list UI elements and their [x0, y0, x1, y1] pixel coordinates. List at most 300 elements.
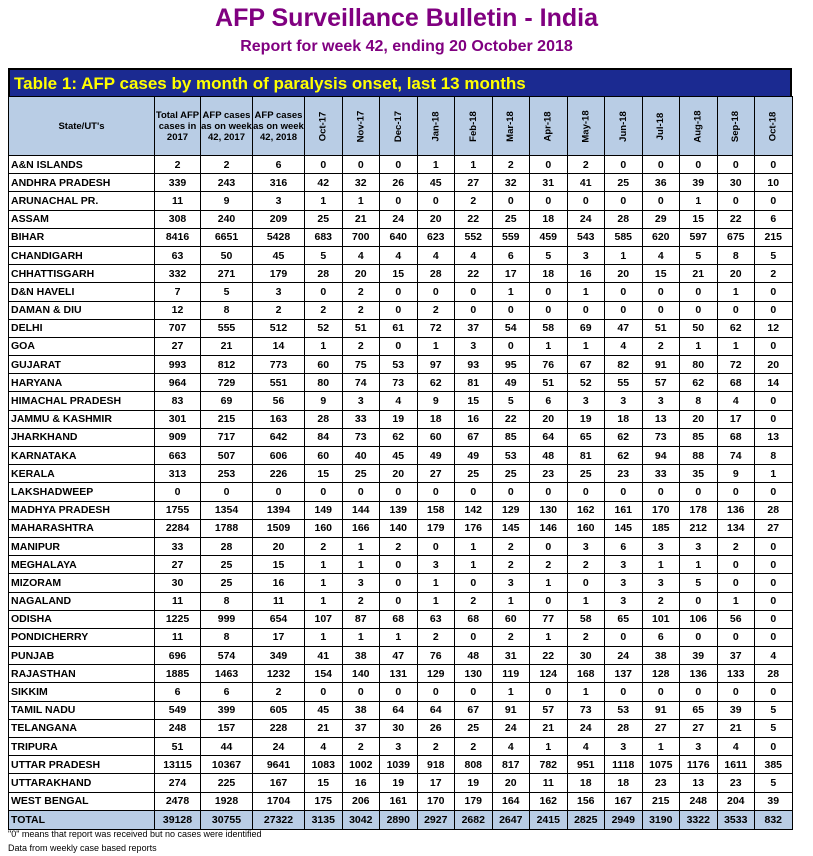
- value-cell: 24: [380, 210, 418, 228]
- value-cell: 832: [755, 810, 793, 829]
- header-month: [755, 97, 793, 156]
- value-cell: 6: [755, 210, 793, 228]
- value-cell: 2: [492, 556, 530, 574]
- value-cell: 999: [201, 610, 253, 628]
- value-cell: 0: [717, 683, 755, 701]
- state-name-cell: PONDICHERRY: [9, 628, 155, 646]
- value-cell: 33: [342, 410, 380, 428]
- value-cell: 67: [455, 428, 493, 446]
- value-cell: 1083: [305, 756, 343, 774]
- value-cell: 3: [605, 574, 643, 592]
- value-cell: 154: [305, 665, 343, 683]
- table-caption: Table 1: AFP cases by month of paralysis onset, last 13 months: [8, 68, 792, 96]
- value-cell: 15: [455, 392, 493, 410]
- value-cell: 82: [605, 356, 643, 374]
- value-cell: 124: [530, 665, 568, 683]
- value-cell: 4: [455, 246, 493, 264]
- state-name-cell: ANDHRA PRADESH: [9, 174, 155, 192]
- value-cell: 3: [605, 738, 643, 756]
- state-name-cell: ARUNACHAL PR.: [9, 192, 155, 210]
- state-name-cell: GOA: [9, 337, 155, 355]
- value-cell: 0: [530, 192, 568, 210]
- value-cell: 0: [755, 192, 793, 210]
- value-cell: 14: [253, 337, 305, 355]
- value-cell: 69: [201, 392, 253, 410]
- value-cell: 61: [380, 319, 418, 337]
- value-cell: 1: [417, 592, 455, 610]
- value-cell: 18: [417, 410, 455, 428]
- table-row: [9, 501, 793, 519]
- value-cell: 129: [492, 501, 530, 519]
- value-cell: 23: [605, 465, 643, 483]
- value-cell: 274: [155, 774, 201, 792]
- value-cell: 585: [605, 228, 643, 246]
- value-cell: 60: [305, 447, 343, 465]
- value-cell: 18: [605, 774, 643, 792]
- value-cell: 27: [755, 519, 793, 537]
- value-cell: 1: [717, 337, 755, 355]
- value-cell: 1: [567, 337, 605, 355]
- value-cell: 2: [492, 537, 530, 555]
- value-cell: 707: [155, 319, 201, 337]
- value-cell: 0: [680, 683, 718, 701]
- value-cell: 30: [155, 574, 201, 592]
- value-cell: 0: [380, 556, 418, 574]
- value-cell: 0: [755, 556, 793, 574]
- value-cell: 2: [455, 738, 493, 756]
- value-cell: 45: [417, 174, 455, 192]
- value-cell: 0: [380, 683, 418, 701]
- value-cell: 6: [530, 392, 568, 410]
- value-cell: 162: [567, 501, 605, 519]
- value-cell: 51: [155, 738, 201, 756]
- table-row: [9, 519, 793, 537]
- value-cell: 15: [305, 465, 343, 483]
- value-cell: 4: [605, 337, 643, 355]
- value-cell: 31: [492, 647, 530, 665]
- value-cell: 2: [717, 537, 755, 555]
- value-cell: 7: [155, 283, 201, 301]
- value-cell: 22: [455, 210, 493, 228]
- table-row: [9, 483, 793, 501]
- table-row: [9, 537, 793, 555]
- value-cell: 20: [680, 410, 718, 428]
- value-cell: 85: [680, 428, 718, 446]
- value-cell: 20: [492, 774, 530, 792]
- value-cell: 0: [417, 192, 455, 210]
- state-name-cell: MANIPUR: [9, 537, 155, 555]
- value-cell: 228: [253, 719, 305, 737]
- value-cell: 1885: [155, 665, 201, 683]
- value-cell: 1788: [201, 519, 253, 537]
- value-cell: 27: [455, 174, 493, 192]
- value-cell: 1: [342, 192, 380, 210]
- value-cell: 50: [680, 319, 718, 337]
- value-cell: 313: [155, 465, 201, 483]
- value-cell: 0: [642, 192, 680, 210]
- value-cell: 17: [253, 628, 305, 646]
- value-cell: 15: [680, 210, 718, 228]
- value-cell: 25: [492, 210, 530, 228]
- value-cell: 3190: [642, 810, 680, 829]
- value-cell: 15: [305, 774, 343, 792]
- value-cell: 30: [380, 719, 418, 737]
- value-cell: 19: [455, 774, 493, 792]
- value-cell: 951: [567, 756, 605, 774]
- state-name-cell: MAHARASHTRA: [9, 519, 155, 537]
- value-cell: 73: [380, 374, 418, 392]
- value-cell: 0: [492, 192, 530, 210]
- value-cell: 3322: [680, 810, 718, 829]
- table-row: [9, 174, 793, 192]
- table-header-row: [9, 97, 793, 156]
- value-cell: 0: [380, 574, 418, 592]
- value-cell: 60: [417, 428, 455, 446]
- value-cell: 1: [342, 556, 380, 574]
- value-cell: 2: [305, 301, 343, 319]
- value-cell: 0: [755, 410, 793, 428]
- value-cell: 0: [455, 628, 493, 646]
- value-cell: 28: [305, 410, 343, 428]
- value-cell: 15: [642, 265, 680, 283]
- state-name-cell: RAJASTHAN: [9, 665, 155, 683]
- header-month: [567, 97, 605, 156]
- value-cell: 0: [680, 592, 718, 610]
- value-cell: 0: [717, 156, 755, 174]
- header-month-label: May-18: [580, 109, 592, 143]
- value-cell: 33: [155, 537, 201, 555]
- value-cell: 81: [567, 447, 605, 465]
- value-cell: 301: [155, 410, 201, 428]
- value-cell: 316: [253, 174, 305, 192]
- table-row: [9, 374, 793, 392]
- state-name-cell: ODISHA: [9, 610, 155, 628]
- table-row: [9, 319, 793, 337]
- value-cell: 0: [605, 156, 643, 174]
- value-cell: 0: [680, 283, 718, 301]
- value-cell: 137: [605, 665, 643, 683]
- value-cell: 38: [642, 647, 680, 665]
- header-week-2018: AFP cases as on week 42, 2018: [253, 97, 305, 156]
- value-cell: 2: [305, 537, 343, 555]
- value-cell: 0: [717, 483, 755, 501]
- table-body: [9, 156, 793, 830]
- value-cell: 140: [342, 665, 380, 683]
- value-cell: 27322: [253, 810, 305, 829]
- value-cell: 21: [680, 265, 718, 283]
- value-cell: 101: [642, 610, 680, 628]
- header-state: State/UT's: [9, 97, 155, 156]
- value-cell: 1: [305, 556, 343, 574]
- value-cell: 38: [342, 647, 380, 665]
- value-cell: 640: [380, 228, 418, 246]
- table-row: [9, 792, 793, 810]
- value-cell: 25: [305, 210, 343, 228]
- value-cell: 215: [755, 228, 793, 246]
- value-cell: 22: [717, 210, 755, 228]
- total-row: [9, 810, 793, 829]
- value-cell: 543: [567, 228, 605, 246]
- value-cell: 2: [567, 156, 605, 174]
- value-cell: 55: [605, 374, 643, 392]
- value-cell: 27: [680, 719, 718, 737]
- value-cell: 11: [155, 628, 201, 646]
- value-cell: 37: [717, 647, 755, 665]
- value-cell: 3: [417, 556, 455, 574]
- value-cell: 13: [680, 774, 718, 792]
- value-cell: 808: [455, 756, 493, 774]
- value-cell: 1: [305, 192, 343, 210]
- value-cell: 1: [680, 556, 718, 574]
- value-cell: 3: [492, 574, 530, 592]
- table-row: [9, 156, 793, 174]
- value-cell: 1: [455, 556, 493, 574]
- value-cell: 2: [567, 556, 605, 574]
- value-cell: 817: [492, 756, 530, 774]
- value-cell: 0: [380, 192, 418, 210]
- value-cell: 22: [492, 410, 530, 428]
- value-cell: 12: [755, 319, 793, 337]
- value-cell: 94: [642, 447, 680, 465]
- value-cell: 620: [642, 228, 680, 246]
- value-cell: 1704: [253, 792, 305, 810]
- value-cell: 0: [642, 683, 680, 701]
- value-cell: 30: [567, 647, 605, 665]
- state-name-cell: KERALA: [9, 465, 155, 483]
- value-cell: 0: [492, 483, 530, 501]
- value-cell: 212: [680, 519, 718, 537]
- value-cell: 4: [380, 392, 418, 410]
- value-cell: 91: [492, 701, 530, 719]
- value-cell: 20: [530, 410, 568, 428]
- value-cell: 964: [155, 374, 201, 392]
- value-cell: 605: [253, 701, 305, 719]
- value-cell: 20: [417, 210, 455, 228]
- value-cell: 0: [492, 301, 530, 319]
- value-cell: 4: [717, 738, 755, 756]
- state-name-cell: LAKSHADWEEP: [9, 483, 155, 501]
- value-cell: 549: [155, 701, 201, 719]
- value-cell: 0: [567, 574, 605, 592]
- value-cell: 2: [417, 628, 455, 646]
- value-cell: 163: [253, 410, 305, 428]
- value-cell: 3: [605, 556, 643, 574]
- table-row: [9, 210, 793, 228]
- header-month-label: Jul-18: [655, 112, 667, 140]
- value-cell: 2: [342, 592, 380, 610]
- value-cell: 68: [380, 610, 418, 628]
- value-cell: 1118: [605, 756, 643, 774]
- value-cell: 73: [342, 428, 380, 446]
- header-month-label: Aug-18: [692, 109, 704, 143]
- header-month: [455, 97, 493, 156]
- value-cell: 185: [642, 519, 680, 537]
- header-week-2017: AFP cases as on week 42, 2017: [201, 97, 253, 156]
- value-cell: 8: [201, 592, 253, 610]
- value-cell: 14: [755, 374, 793, 392]
- value-cell: 26: [380, 174, 418, 192]
- value-cell: 399: [201, 701, 253, 719]
- value-cell: 0: [530, 537, 568, 555]
- value-cell: 1: [680, 192, 718, 210]
- value-cell: 2647: [492, 810, 530, 829]
- value-cell: 28: [417, 265, 455, 283]
- bulletin-subtitle: Report for week 42, ending 20 October 2018: [240, 38, 573, 55]
- value-cell: 24: [567, 719, 605, 737]
- header-month-label: Nov-17: [355, 110, 367, 142]
- value-cell: 6: [201, 683, 253, 701]
- value-cell: 30: [717, 174, 755, 192]
- source-footnote: Data from weekly case based reports: [8, 843, 157, 853]
- value-cell: 39: [755, 792, 793, 810]
- value-cell: 28: [305, 265, 343, 283]
- state-name-cell: D&N HAVELI: [9, 283, 155, 301]
- value-cell: 25: [605, 174, 643, 192]
- value-cell: 1755: [155, 501, 201, 519]
- value-cell: 95: [492, 356, 530, 374]
- value-cell: 1: [530, 738, 568, 756]
- value-cell: 64: [417, 701, 455, 719]
- value-cell: 45: [253, 246, 305, 264]
- value-cell: 0: [605, 683, 643, 701]
- value-cell: 597: [680, 228, 718, 246]
- value-cell: 6: [253, 156, 305, 174]
- value-cell: 3: [605, 592, 643, 610]
- value-cell: 84: [305, 428, 343, 446]
- value-cell: 5: [530, 246, 568, 264]
- value-cell: 0: [342, 683, 380, 701]
- value-cell: 0: [530, 483, 568, 501]
- value-cell: 0: [755, 301, 793, 319]
- value-cell: 128: [642, 665, 680, 683]
- state-name-cell: A&N ISLANDS: [9, 156, 155, 174]
- value-cell: 1: [417, 337, 455, 355]
- value-cell: 21: [305, 719, 343, 737]
- value-cell: 2: [530, 556, 568, 574]
- value-cell: 0: [567, 192, 605, 210]
- value-cell: 0: [417, 537, 455, 555]
- value-cell: 0: [755, 683, 793, 701]
- value-cell: 15: [380, 265, 418, 283]
- value-cell: 58: [567, 610, 605, 628]
- value-cell: 8: [717, 246, 755, 264]
- value-cell: 3533: [717, 810, 755, 829]
- value-cell: 27: [155, 337, 201, 355]
- value-cell: 0: [530, 683, 568, 701]
- value-cell: 47: [380, 647, 418, 665]
- state-name-cell: CHHATTISGARH: [9, 265, 155, 283]
- value-cell: 729: [201, 374, 253, 392]
- value-cell: 32: [492, 174, 530, 192]
- zero-footnote: "0" means that report was received but no cases were identified: [8, 829, 262, 839]
- value-cell: 507: [201, 447, 253, 465]
- state-name-cell: UTTAR PRADESH: [9, 756, 155, 774]
- header-month-label: Dec-17: [392, 110, 404, 142]
- value-cell: 42: [305, 174, 343, 192]
- value-cell: 119: [492, 665, 530, 683]
- value-cell: 3: [253, 283, 305, 301]
- value-cell: 2: [455, 192, 493, 210]
- value-cell: 4: [755, 647, 793, 665]
- value-cell: 73: [642, 428, 680, 446]
- value-cell: 175: [305, 792, 343, 810]
- value-cell: 0: [380, 156, 418, 174]
- state-name-cell: ASSAM: [9, 210, 155, 228]
- value-cell: 2: [201, 156, 253, 174]
- value-cell: 6651: [201, 228, 253, 246]
- table-row: [9, 683, 793, 701]
- value-cell: 19: [380, 774, 418, 792]
- value-cell: 1: [305, 337, 343, 355]
- value-cell: 60: [492, 610, 530, 628]
- value-cell: 28: [755, 501, 793, 519]
- value-cell: 2: [417, 738, 455, 756]
- value-cell: 19: [380, 410, 418, 428]
- value-cell: 0: [755, 628, 793, 646]
- state-name-cell: DELHI: [9, 319, 155, 337]
- header-month-label: Feb-18: [467, 110, 479, 142]
- table-row: [9, 628, 793, 646]
- value-cell: 24: [567, 210, 605, 228]
- value-cell: 0: [755, 156, 793, 174]
- value-cell: 162: [530, 792, 568, 810]
- value-cell: 21: [530, 719, 568, 737]
- value-cell: 167: [253, 774, 305, 792]
- value-cell: 5: [201, 283, 253, 301]
- value-cell: 10367: [201, 756, 253, 774]
- value-cell: 25: [492, 465, 530, 483]
- value-cell: 30755: [201, 810, 253, 829]
- header-month-label: Apr-18: [542, 110, 554, 142]
- value-cell: 1: [717, 283, 755, 301]
- value-cell: 29: [642, 210, 680, 228]
- value-cell: 0: [755, 337, 793, 355]
- value-cell: 3135: [305, 810, 343, 829]
- value-cell: 0: [380, 483, 418, 501]
- value-cell: 555: [201, 319, 253, 337]
- value-cell: 1354: [201, 501, 253, 519]
- value-cell: 8: [680, 392, 718, 410]
- value-cell: 6: [605, 537, 643, 555]
- value-cell: 215: [201, 410, 253, 428]
- value-cell: 1002: [342, 756, 380, 774]
- value-cell: 0: [755, 537, 793, 555]
- table-row: [9, 719, 793, 737]
- value-cell: 62: [605, 428, 643, 446]
- value-cell: 52: [305, 319, 343, 337]
- afp-cases-table: [8, 96, 793, 830]
- value-cell: 271: [201, 265, 253, 283]
- table-row: [9, 447, 793, 465]
- value-cell: 3042: [342, 810, 380, 829]
- value-cell: 623: [417, 228, 455, 246]
- value-cell: 0: [380, 301, 418, 319]
- value-cell: 50: [201, 246, 253, 264]
- value-cell: 131: [380, 665, 418, 683]
- value-cell: 3: [253, 192, 305, 210]
- value-cell: 2284: [155, 519, 201, 537]
- value-cell: 48: [530, 447, 568, 465]
- value-cell: 31: [530, 174, 568, 192]
- value-cell: 0: [642, 283, 680, 301]
- value-cell: 160: [567, 519, 605, 537]
- table-row: [9, 265, 793, 283]
- value-cell: 4: [417, 246, 455, 264]
- value-cell: 53: [605, 701, 643, 719]
- value-cell: 107: [305, 610, 343, 628]
- value-cell: 9: [717, 465, 755, 483]
- value-cell: 27: [417, 465, 455, 483]
